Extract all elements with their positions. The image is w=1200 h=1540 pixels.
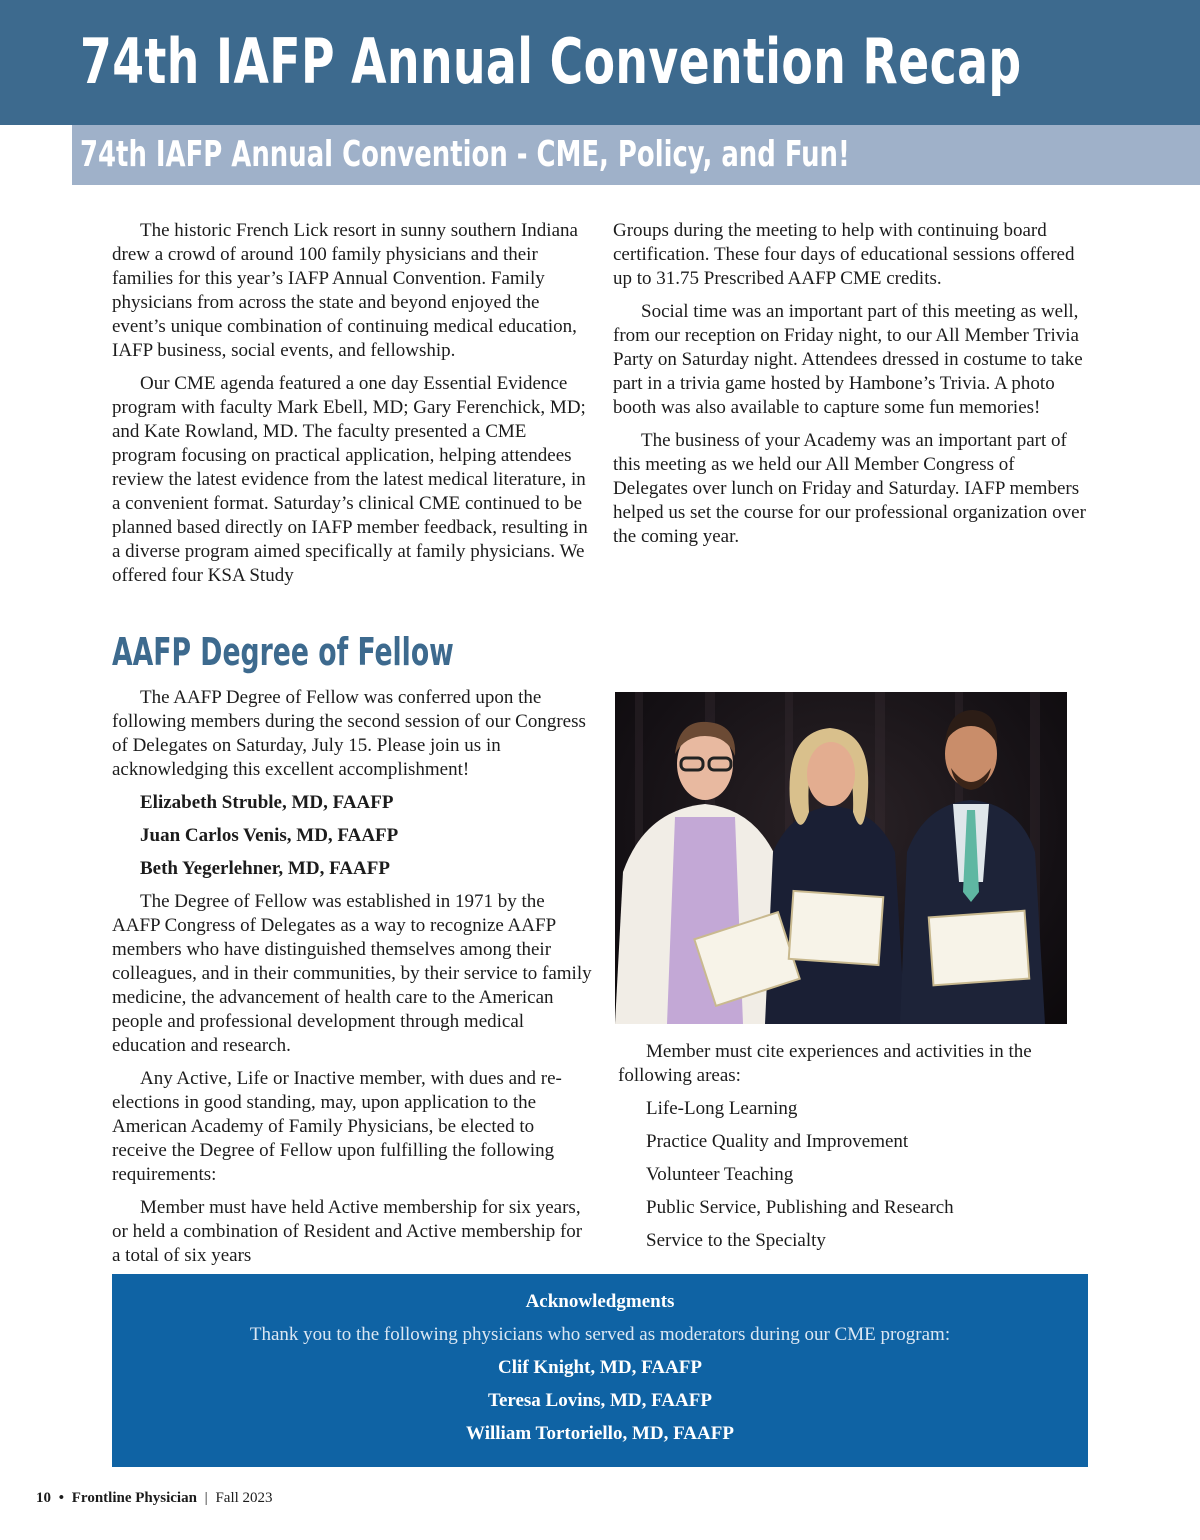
subtitle-banner xyxy=(72,125,1200,185)
acknowledgments-box xyxy=(112,1274,1088,1467)
fellow-name: Juan Carlos Venis, MD, FAAFP xyxy=(140,825,399,846)
acknowledgments-title: Acknowledgments xyxy=(525,1291,675,1312)
fellow-column-left xyxy=(112,686,592,1277)
fellow-area-item: Life-Long Learning xyxy=(646,1098,798,1119)
fellow-area-item: Service to the Specialty xyxy=(646,1230,826,1251)
fellow-history: The Degree of Fellow was established in 1971 by the AAFP Congress of Delegates as a way to recognize AAFP members who have distinguished themselves among their colleagues, and in their communities, by their service to family medicine, the advancement of health care to the American people and professional development through medical education and research. xyxy=(112,891,592,1056)
fellows-photo xyxy=(615,692,1067,1024)
fellows-photo-illustration xyxy=(615,692,1067,1024)
page-subtitle: 74th IAFP Annual Convention - CME, Policy, and Fun! xyxy=(80,134,850,175)
intro-column-left xyxy=(112,219,592,588)
intro-paragraph: Social time was an important part of this meeting as well, from our reception on Friday night, to our All Member Trivia Party on Saturday night. Attendees dressed in costume to take part in a trivia game hosted by Hambone’s Trivia. A photo booth was also available to capture some fun memories! xyxy=(613,301,1083,418)
issue-label: Fall 2023 xyxy=(215,1490,273,1506)
intro-column-right xyxy=(613,219,1093,558)
title-banner xyxy=(0,0,1200,125)
fellow-column-right xyxy=(618,1040,1088,1262)
page-footer xyxy=(36,1487,273,1509)
certificate-middle xyxy=(789,891,884,965)
intro-paragraph: Groups during the meeting to help with continuing board certification. These four days of educational sessions offered up to 31.75 Prescribed AAFP CME credits. xyxy=(613,220,1075,289)
fellow-section-heading: AAFP Degree of Fellow xyxy=(112,630,454,674)
fellow-area-item: Volunteer Teaching xyxy=(646,1164,794,1185)
footer-separator: | xyxy=(204,1490,208,1506)
fellow-name: Elizabeth Struble, MD, FAAFP xyxy=(140,792,394,813)
intro-paragraph: The historic French Lick resort in sunny southern Indiana drew a crowd of around 100 family physicians and their families for this year’s IAFP Annual Convention. Family physicians from across the state and beyond enjoyed the event’s unique combination of continuing medical education, IAFP business, social events, and fellowship. xyxy=(112,220,578,361)
fellow-intro: The AAFP Degree of Fellow was conferred upon the following members during the second session of our Congress of Delegates on Saturday, July 15. Please join us in acknowledging this excellent accomplishment! xyxy=(112,687,586,780)
fellow-membership-requirement: Member must have held Active membership for six years, or held a combination of Resident and Active membership for a total of six years xyxy=(112,1197,583,1266)
certificate-right xyxy=(929,911,1030,986)
intro-paragraph: The business of your Academy was an important part of this meeting as we held our All Member Congress of Delegates over lunch on Friday and Saturday. IAFP members helped us set the course for our professional organization over the coming year. xyxy=(613,430,1086,547)
fellow-cite-intro: Member must cite experiences and activities in the following areas: xyxy=(618,1041,1032,1086)
page-number: 10 xyxy=(36,1490,51,1506)
publication-name: Frontline Physician xyxy=(71,1490,197,1506)
fellow-area-item: Practice Quality and Improvement xyxy=(646,1131,909,1152)
acknowledgments-intro: Thank you to the following physicians who served as moderators during our CME program: xyxy=(249,1324,951,1345)
footer-bullet: • xyxy=(58,1490,65,1506)
acknowledgments-name: Clif Knight, MD, FAAFP xyxy=(498,1357,702,1378)
page-title: 74th IAFP Annual Convention Recap xyxy=(80,25,1022,98)
intro-paragraph: Our CME agenda featured a one day Essential Evidence program with faculty Mark Ebell, MD; Gary Ferenchick, MD; and Kate Rowland, MD. The faculty presented a CME program focusing on practical application, helping attendees review the latest evidence from the latest medical literature, in a convenient format. Saturday’s clinical CME continued to be planned based directly on IAFP member feedback, resulting in a diverse program aimed specifically at family physicians. We offered four KSA Study xyxy=(112,373,588,586)
acknowledgments-name: Teresa Lovins, MD, FAAFP xyxy=(488,1390,712,1411)
fellow-name: Beth Yegerlehner, MD, FAAFP xyxy=(140,858,390,879)
fellow-eligibility: Any Active, Life or Inactive member, with dues and re-elections in good standing, may, upon application to the American Academy of Family Physicians, be elected to receive the Degree of Fellow upon fulfilling the following requirements: xyxy=(112,1068,562,1185)
fellow-area-item: Public Service, Publishing and Research xyxy=(646,1197,954,1218)
acknowledgments-name: William Tortoriello, MD, FAAFP xyxy=(466,1423,734,1444)
